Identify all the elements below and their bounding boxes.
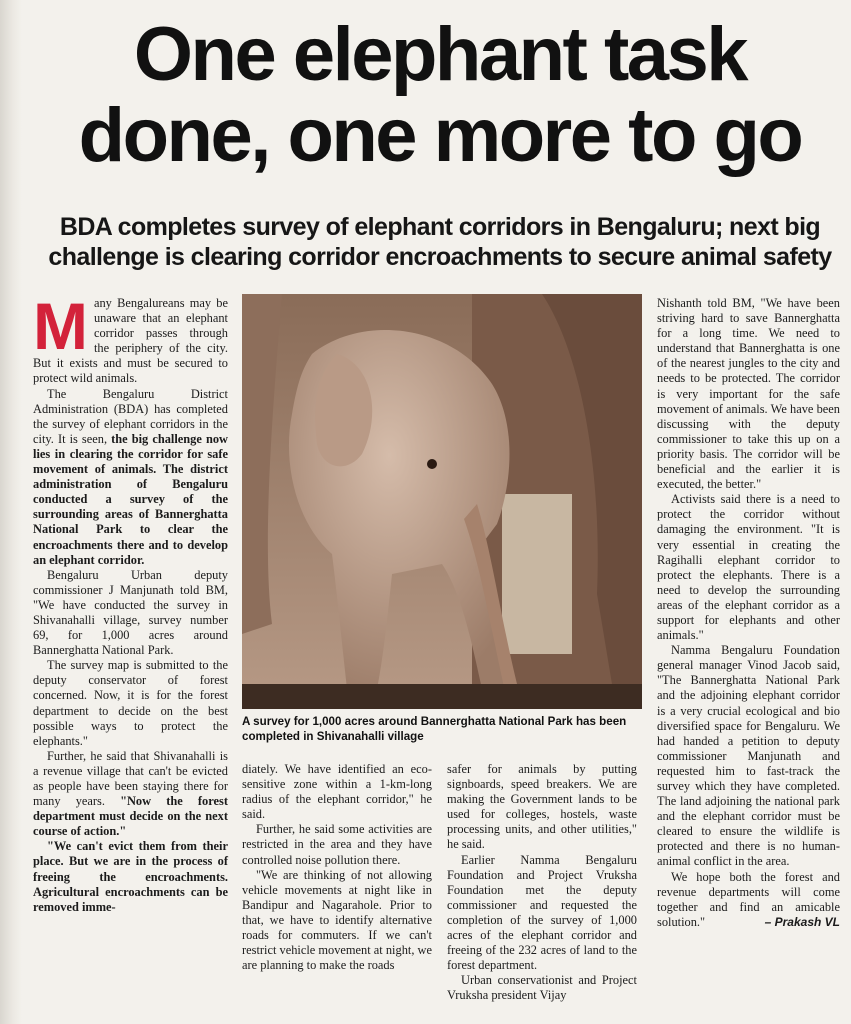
- article-paragraph: Further, he said some activities are restricted in the area and they have controlled noise pollution there.: [242, 822, 432, 867]
- article-paragraph: Nishanth told BM, "We have been striving hard to save Bannerghatta for a long time. We need to understand that Bannerghatta is one of the nearest jungles to the city and needs to be protected. The corridor is very important for the safe movement of animals. We have been discussing with the deputy commissioner to take this up on a priority basis. The corridor will be beneficial and the earlier it is executed, the better.": [657, 296, 840, 492]
- article-paragraph: Bengaluru Urban deputy commissioner J Manjunath told BM, "We have conducted the survey in Shivanahalli village, survey number 69, for 1,000 acres around Bannerghatta National Park.: [33, 567, 228, 658]
- article-paragraph: Namma Bengaluru Foundation general manager Vinod Jacob said, "The Bannerghatta National Park and the adjoining elephant corridor is a very crucial ecological and bio diversified space for Bengaluru. We had handed a petition to deputy commissioner Manjunath and requested him to fast-track the survey which they have completed. The land adjoining the national park and the elephant corridor must be cleared to ensure the wildlife is protected and there is no human-animal conflict in the area.: [657, 643, 840, 869]
- photo-caption: A survey for 1,000 acres around Bannerghatta National Park has been completed in Shivanahalli village: [242, 715, 627, 743]
- article-paragraph: diately. We have identified an eco-sensitive zone within a 1-km-long radius of the elephant corridor," he said.: [242, 762, 432, 822]
- article-paragraph: The Bengaluru District Administration (BDA) has completed the survey of elephant corridors in the city. It is seen, the big challenge now lies in clearing the corridor for safe movement of animals. The district administration of Bengaluru conducted a survey of the surrounding areas of Bannerghatta National Park to clear the encroachments there and to develop an elephant corridor.: [33, 386, 228, 567]
- article-paragraph: Urban conservationist and Project Vruksha president Vijay: [447, 973, 637, 1003]
- elephant-photo: [242, 294, 642, 709]
- drop-cap: M: [33, 289, 88, 363]
- article-column-2: [242, 762, 432, 973]
- article-paragraph: Further, he said that Shivanahalli is a revenue village that can't be evicted as people have been staying there for many years. "Now the forest department must decide on the next course of action.": [33, 748, 228, 839]
- article-paragraph: We hope both the forest and revenue departments will come together and find an amicable solution." – Prakash VL: [657, 869, 840, 929]
- article-paragraph: Activists said there is a need to protect the corridor without damaging the environment. "It is very essential in creating the Ragihalli elephant corridor to protect the elephants. There is a need to develop the surrounding areas of the elephant corridor as a support for elephants and other animals.": [657, 492, 840, 643]
- article-paragraph: Earlier Namma Bengaluru Foundation and Project Vruksha Foundation met the deputy commissioner and requested the completion of the survey of 1,000 acres of the elephant corridor and freeing of the 232 acres of land to the forest department.: [447, 852, 637, 973]
- headline: One elephant task done, one more to go: [78, 12, 802, 178]
- subheadline: BDA completes survey of elephant corridors in Bengaluru; next big challenge is clearing corridor encroachments to secure animal safety: [48, 213, 832, 271]
- byline: – Prakash VL: [764, 914, 840, 929]
- article-paragraph: safer for animals by putting signboards, speed breakers. We are making the Government lands to be used for colleges, hostels, waste processing units, and other utilities," he said.: [447, 762, 637, 852]
- page-edge: [0, 0, 22, 1024]
- intro-paragraph: Many Bengalureans may be unaware that an elephant corridor passes through the periphery of the city. But it exists and must be secured to protect wild animals.: [33, 289, 228, 386]
- article-column-1: [33, 289, 228, 915]
- article-column-3: [447, 762, 637, 1004]
- article-paragraph: "We are thinking of not allowing vehicle movements at night like in Bandipur and Nagarahole. Prior to that, we have to identify alternative roads for commuters. If we can't restrict vehicle movement at night, we are planning to make the roads: [242, 867, 432, 973]
- article-paragraph: "We can't evict them from their place. But we are in the process of freeing the encroachments. Agricultural encroachments can be removed imme-: [33, 839, 228, 914]
- article-column-4: [657, 296, 840, 930]
- article-paragraph: The survey map is submitted to the deputy conservator of forest concerned. Now, it is for the forest department to decide on the best possible ways to protect the elephants.": [33, 658, 228, 748]
